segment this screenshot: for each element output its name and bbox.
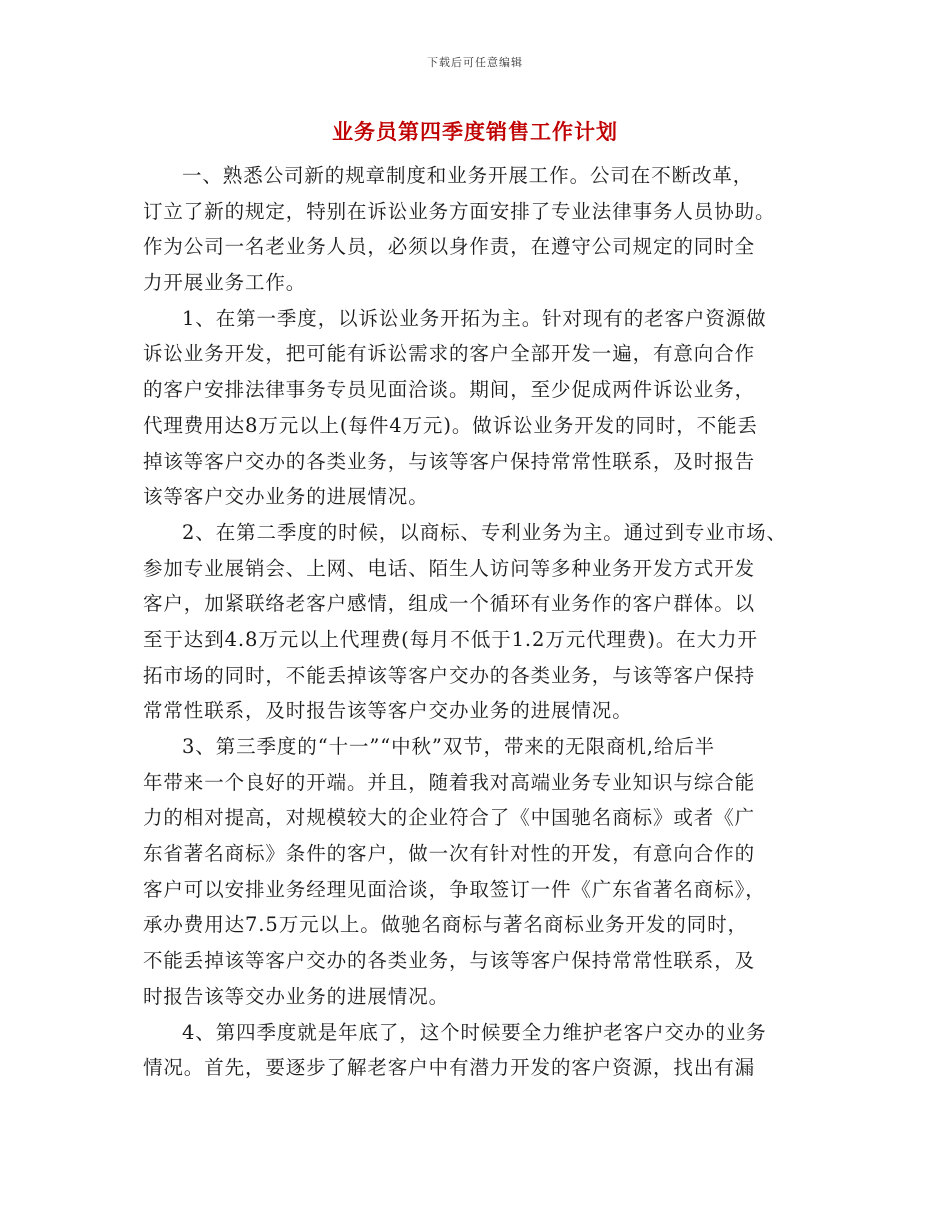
text-line: 时报告该等交办业务的进展情况。 xyxy=(143,984,450,1008)
text-line: 2、在第二季度的时候，以商标、专利业务为主。通过到专业市场、 xyxy=(182,520,787,544)
text-line: 4、第四季度就是年底了，这个时候要全力维护老客户交办的业务 xyxy=(182,1020,767,1044)
text-line: 1、在第一季度，以诉讼业务开拓为主。针对现有的老客户资源做 xyxy=(182,306,767,330)
text-line: 客户可以安排业务经理见面洽谈，争取签订一件《广东省著名商标》， xyxy=(143,877,766,901)
text-line: 至于达到4.8万元以上代理费(每月不低于1.2万元代理费)。在大力开 xyxy=(143,627,758,651)
text-line: 东省著名商标》条件的客户，做一次有针对性的开发，有意向合作的 xyxy=(143,842,756,866)
text-line: 不能丢掉该等客户交办的各类业务，与该等客户保持常常性联系，及 xyxy=(143,949,756,973)
header-note: 下载后可任意编辑 xyxy=(427,56,523,69)
document-body xyxy=(143,158,833,1086)
text-line: 的客户安排法律事务专员见面洽谈。期间，至少促成两件诉讼业务， xyxy=(143,378,756,402)
text-line: 客户，加紧联络老客户感情，组成一个循环有业务作的客户群体。以 xyxy=(143,592,756,616)
text-line: 情况。首先，要逐步了解老客户中有潜力开发的客户资源，找出有漏 xyxy=(143,1056,756,1080)
text-line: 参加专业展销会、上网、电话、陌生人访问等多种业务开发方式开发 xyxy=(143,556,756,580)
text-line: 拓市场的同时，不能丢掉该等客户交办的各类业务，与该等客户保持 xyxy=(143,663,756,687)
text-line: 承办费用达7.5万元以上。做驰名商标与著名商标业务开发的同时， xyxy=(143,913,748,937)
text-line: 订立了新的规定，特别在诉讼业务方面安排了专业法律事务人员协助。 xyxy=(143,199,776,223)
text-line: 3、第三季度的“十一”“中秋”双节，带来的无限商机,给后半 xyxy=(182,735,716,758)
text-line: 诉讼业务开发，把可能有诉讼需求的客户全部开发一遍，有意向合作 xyxy=(143,342,756,366)
text-line: 年带来一个良好的开端。并且，随着我对高端业务专业知识与综合能 xyxy=(143,770,756,794)
text-line: 一、熟悉公司新的规章制度和业务开展工作。公司在不断改革， xyxy=(182,164,754,187)
document-title: 业务员第四季度销售工作计划 xyxy=(332,120,618,144)
text-line: 掉该等客户交办的各类业务，与该等客户保持常常性联系，及时报告 xyxy=(143,449,756,473)
text-line: 常常性联系，及时报告该等客户交办业务的进展情况。 xyxy=(143,699,633,723)
text-line: 力开展业务工作。 xyxy=(143,271,307,295)
text-line: 该等客户交办业务的进展情况。 xyxy=(143,485,429,509)
text-line: 代理费用达8万元以上(每件4万元)。做诉讼业务开发的同时，不能丢 xyxy=(143,413,758,437)
text-line: 力的相对提高，对规模较大的企业符合了《中国驰名商标》或者《广 xyxy=(143,806,756,830)
text-line: 作为公司一名老业务人员，必须以身作责，在遵守公司规定的同时全 xyxy=(143,235,756,259)
